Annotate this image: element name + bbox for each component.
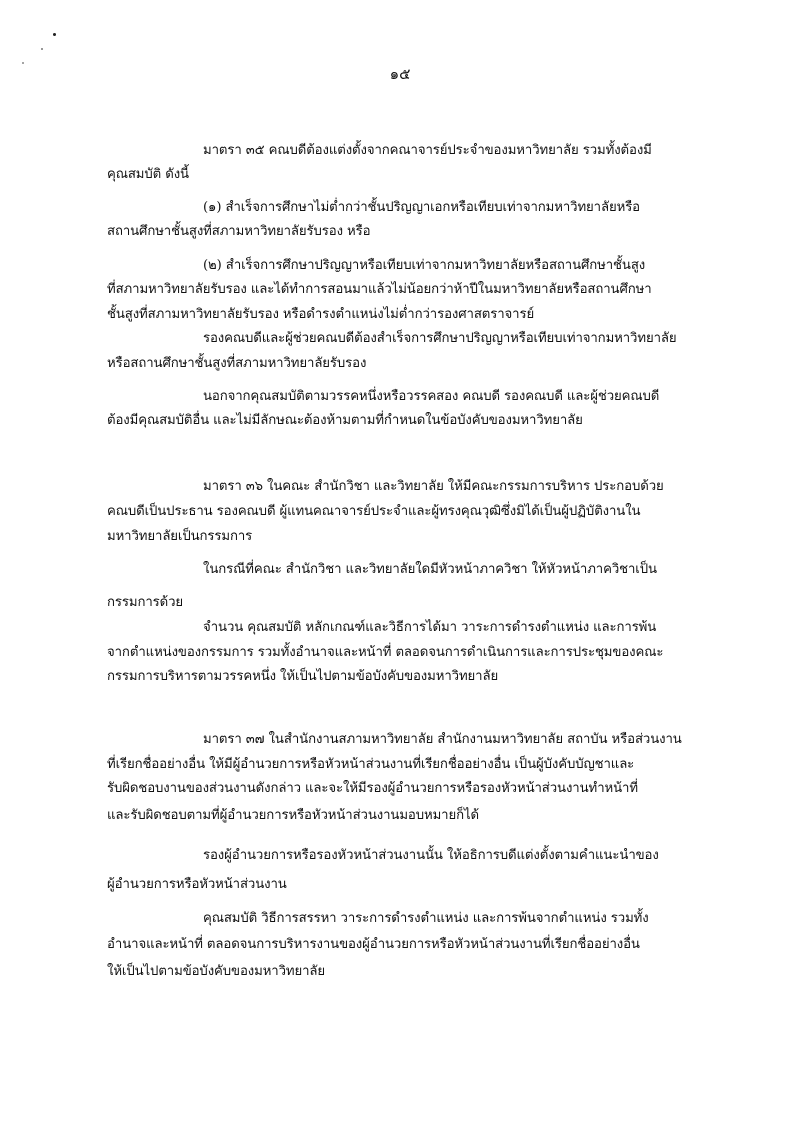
section-36-line: จำนวน คุณสมบัติ หลักเกณฑ์และวิธีการได้มา วาระการดำรงตำแหน่ง และการพ้น [203,620,657,635]
section-35-line: มาตรา ๓๕ คณบดีต้องแต่งตั้งจากคณาจารย์ประจำของมหาวิทยาลัย รวมทั้งต้องมี [203,143,652,158]
section-36-line: มาตรา ๓๖ ในคณะ สำนักวิชา และวิทยาลัย ให้มีคณะกรรมการบริหาร ประกอบด้วย [203,479,664,494]
section-35-line: ต้องมีคุณสมบัติอื่น และไม่มีลักษณะต้องห้ามตามที่กำหนดในข้อบังคับของมหาวิทยาลัย [107,413,583,428]
section-35-line: หรือสถานศึกษาชั้นสูงที่สภามหาวิทยาลัยรับรอง [107,356,367,371]
section-37-line: ที่เรียกชื่ออย่างอื่น ให้มีผู้อำนวยการหรือหัวหน้าส่วนงานที่เรียกชื่ออย่างอื่น เป็นผู้บังคับบัญชาและ [107,757,635,772]
section-35-line: รองคณบดีและผู้ช่วยคณบดีต้องสำเร็จการศึกษาปริญญาหรือเทียบเท่าจากมหาวิทยาลัย [203,331,677,346]
section-36-line: กรรมการบริหารตามวรรคหนึ่ง ให้เป็นไปตามข้อบังคับของมหาวิทยาลัย [107,669,499,684]
section-35-line: คุณสมบัติ ดังนี้ [107,167,189,182]
section-36-line: ในกรณีที่คณะ สำนักวิชา และวิทยาลัยใดมีหัวหน้าภาควิชา ให้หัวหน้าภาควิชาเป็น [203,562,657,577]
section-37-line: รองผู้อำนวยการหรือรองหัวหน้าส่วนงานนั้น ให้อธิการบดีแต่งตั้งตามคำแนะนำของ [203,848,659,863]
section-35-line: ชั้นสูงที่สภามหาวิทยาลัยรับรอง หรือดำรงตำแหน่งไม่ต่ำกว่ารองศาสตราจารย์ [107,307,535,322]
section-35-line: (๑) สำเร็จการศึกษาไม่ต่ำกว่าชั้นปริญญาเอกหรือเทียบเท่าจากมหาวิทยาลัยหรือ [203,200,640,215]
section-37-line: และรับผิดชอบตามที่ผู้อำนวยการหรือหัวหน้าส่วนงานมอบหมายก็ได้ [107,808,479,823]
scan-speck [41,48,43,50]
section-37-line: ผู้อำนวยการหรือหัวหน้าส่วนงาน [107,877,287,892]
section-36-line: กรรมการด้วย [107,595,184,610]
section-35-line: (๒) สำเร็จการศึกษาปริญญาหรือเทียบเท่าจากมหาวิทยาลัยหรือสถานศึกษาชั้นสูง [203,258,646,273]
scan-speck [53,33,56,36]
section-35-line: นอกจากคุณสมบัติตามวรรคหนึ่งหรือวรรคสอง คณบดี รองคณบดี และผู้ช่วยคณบดี [203,389,660,404]
section-37-line: อำนาจและหน้าที่ ตลอดจนการบริหารงานของผู้อำนวยการหรือหัวหน้าส่วนงานที่เรียกชื่ออย่างอื่น [107,937,640,952]
section-37-line: คุณสมบัติ วิธีการสรรหา วาระการดำรงตำแหน่ง และการพ้นจากตำแหน่ง รวมทั้ง [203,911,649,926]
section-36-line: มหาวิทยาลัยเป็นกรรมการ [107,529,253,544]
section-36-line: คณบดีเป็นประธาน รองคณบดี ผู้แทนคณาจารย์ประจำและผู้ทรงคุณวุฒิซึ่งมิได้เป็นผู้ปฏิบัติงานใน [107,504,641,519]
section-35-line: สถานศึกษาชั้นสูงที่สภามหาวิทยาลัยรับรอง หรือ [107,224,371,239]
section-35-line: ที่สภามหาวิทยาลัยรับรอง และได้ทำการสอนมาแล้วไม่น้อยกว่าห้าปีในมหาวิทยาลัยหรือสถานศึกษา [107,282,652,297]
section-37-line: มาตรา ๓๗ ในสำนักงานสภามหาวิทยาลัย สำนักงานมหาวิทยาลัย สถาบัน หรือส่วนงาน [203,732,682,747]
section-37-line: ให้เป็นไปตามข้อบังคับของมหาวิทยาลัย [107,964,326,979]
section-36-line: จากตำแหน่งของกรรมการ รวมทั้งอำนาจและหน้าที่ ตลอดจนการดำเนินการและการประชุมของคณะ [107,645,664,660]
page-number: ๑๕ [389,65,411,83]
section-37-line: รับผิดชอบงานของส่วนงานดังกล่าว และจะให้มีรองผู้อำนวยการหรือรองหัวหน้าส่วนงานทำหน้าที่ [107,781,638,796]
